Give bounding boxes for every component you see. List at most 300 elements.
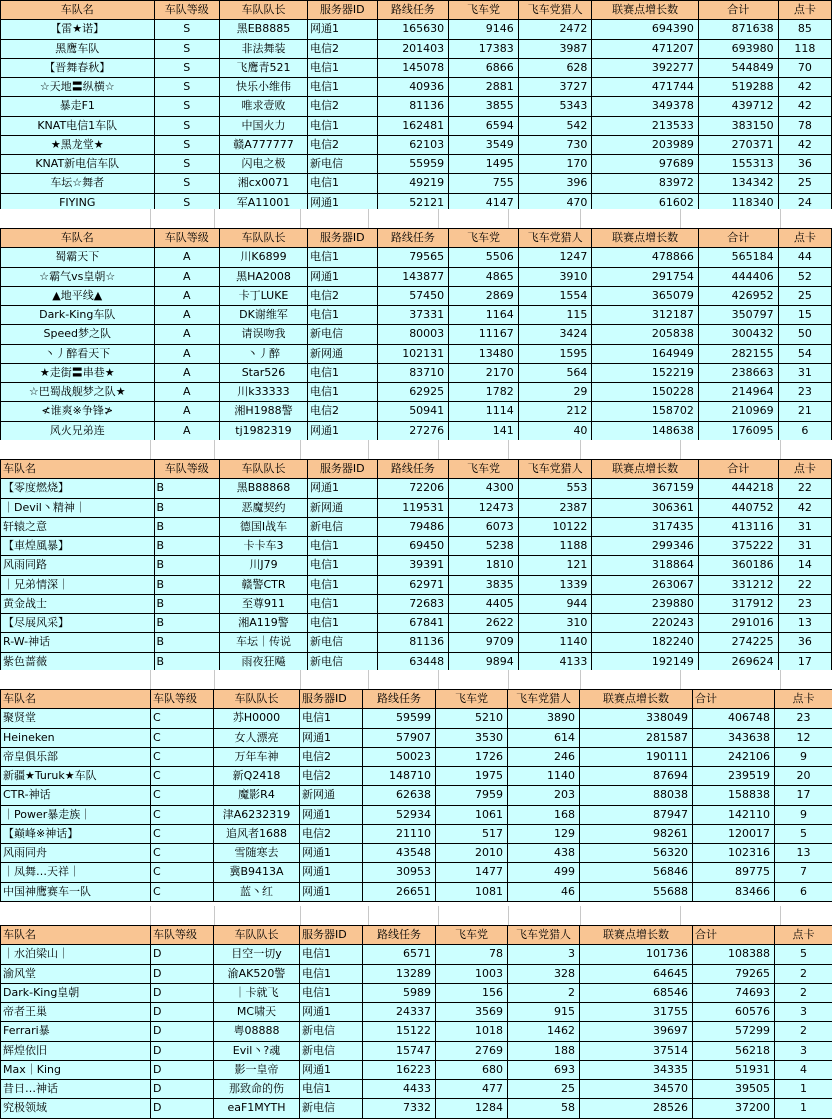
cell-point-card: 17 [778,652,831,671]
header-team-name: 车队名 [1,1,155,20]
cell-team-captain: MC啸天 [214,1003,300,1022]
cell-server-id: 电信1 [300,945,363,964]
section-s [0,0,832,213]
cell-gang-hunter: 470 [518,193,592,212]
cell-server-id: 电信1 [307,248,377,267]
cell-gang-hunter: 1247 [518,248,592,267]
table-row [1,824,832,843]
cell-gang-hunter: 246 [508,747,580,766]
grid-line [300,906,301,925]
cell-total: 56218 [693,1041,775,1060]
grid-line [438,670,439,689]
cell-team-grade: C [151,767,214,786]
cell-gang-hunter: 396 [518,174,592,193]
cell-route-tasks: 145078 [377,58,449,77]
header-server-id: 服务器ID [307,1,377,20]
cell-team-captain: 湘cx0071 [219,174,307,193]
header-team-captain: 车队队长 [219,229,307,248]
header-racer-gang: 飞车党 [436,926,508,945]
cell-server-id: 电信1 [307,575,377,594]
cell-team-grade: A [154,402,219,421]
cell-gang-hunter: 46 [508,882,580,901]
cell-point-card: 2 [775,983,832,1002]
cell-route-tasks: 62638 [363,786,436,805]
cell-total: 375222 [698,537,778,556]
cell-team-captain: ｜卡就飞 [214,983,300,1002]
table-row [1,1003,832,1022]
cell-gang-hunter: 553 [518,479,592,498]
cell-route-tasks: 50941 [377,402,449,421]
header-league-points: 联赛点增长数 [592,1,698,20]
cell-league-points: 164949 [592,344,698,363]
blank-row [0,440,832,459]
cell-point-card: 118 [778,39,831,58]
cell-team-captain: 影一皇帝 [214,1060,300,1079]
cell-gang-hunter: 121 [518,556,592,575]
ranking-table [0,228,832,441]
cell-route-tasks: 52121 [377,193,449,212]
cell-server-id: 电信1 [307,116,377,135]
cell-league-points: 182240 [592,633,698,652]
cell-league-points: 312187 [592,306,698,325]
cell-total: 383150 [698,116,778,135]
cell-total: 158838 [693,786,775,805]
cell-team-name: 【車煌風暴】 [1,537,155,556]
cell-team-grade: S [154,135,219,154]
cell-total: 239519 [693,767,775,786]
cell-team-name: Heineken [1,728,151,747]
cell-team-captain: 渝AK520警 [214,964,300,983]
table-row [1,267,832,286]
cell-point-card: 3 [775,1041,832,1060]
cell-team-captain: 快乐小维伟 [219,78,307,97]
cell-team-captain: 万年车神 [214,747,300,766]
ranking-table [0,689,832,902]
cell-point-card: 42 [778,135,831,154]
cell-team-grade: A [154,286,219,305]
cell-team-grade: A [154,344,219,363]
cell-team-captain: 蓝丶红 [214,882,300,901]
cell-racer-gang: 4147 [449,193,519,212]
cell-route-tasks: 5989 [363,983,436,1002]
cell-league-points: 87947 [580,805,693,824]
cell-point-card: 25 [778,174,831,193]
cell-league-points: 213533 [592,116,698,135]
cell-server-id: 网通1 [300,882,363,901]
cell-point-card: 36 [778,633,831,652]
table-row [1,1080,832,1099]
header-gang-hunter: 飞车党猎人 [518,229,592,248]
table-row [1,786,832,805]
cell-team-grade: C [151,805,214,824]
cell-racer-gang: 3569 [436,1003,508,1022]
cell-server-id: 电信2 [307,39,377,58]
header-route-tasks: 路线任务 [377,1,449,20]
cell-route-tasks: 72206 [377,479,449,498]
cell-server-id: 网通1 [300,805,363,824]
cell-route-tasks: 27276 [377,421,449,440]
cell-gang-hunter: 730 [518,135,592,154]
table-row [1,575,832,594]
header-league-points: 联赛点增长数 [592,460,698,479]
cell-racer-gang: 7959 [436,786,508,805]
cell-point-card: 25 [778,286,831,305]
header-total: 合计 [698,1,778,20]
cell-league-points: 694390 [592,20,698,39]
cell-point-card: 2 [775,964,832,983]
section-c [0,689,832,902]
table-row [1,97,832,116]
cell-gang-hunter: 542 [518,116,592,135]
grid-line [214,209,215,228]
cell-racer-gang: 13480 [449,344,519,363]
cell-point-card: 23 [775,709,832,728]
cell-racer-gang: 5210 [436,709,508,728]
cell-server-id: 网通1 [307,421,377,440]
cell-team-name: 车坛☆舞者 [1,174,155,193]
ranking-table [0,0,832,213]
cell-racer-gang: 4405 [449,594,519,613]
cell-server-id: 电信2 [307,402,377,421]
cell-team-captain: 魔影R4 [214,786,300,805]
cell-server-id: 电信1 [300,709,363,728]
cell-point-card: 1 [775,1099,832,1118]
cell-racer-gang: 1782 [449,383,519,402]
cell-total: 102316 [693,844,775,863]
table-row [1,498,832,517]
cell-league-points: 220243 [592,614,698,633]
cell-server-id: 电信1 [307,537,377,556]
cell-racer-gang: 1477 [436,863,508,882]
cell-point-card: 6 [778,421,831,440]
cell-league-points: 150228 [592,383,698,402]
cell-team-captain: 德国I战车 [219,517,307,536]
cell-team-name: 辉煌依旧 [1,1041,151,1060]
grid-line [438,209,439,228]
cell-team-name: R-W-神话 [1,633,155,652]
cell-total: 343638 [693,728,775,747]
cell-route-tasks: 21110 [363,824,436,843]
cell-route-tasks: 24337 [363,1003,436,1022]
table-row [1,614,832,633]
cell-point-card: 5 [775,945,832,964]
cell-route-tasks: 7332 [363,1099,436,1118]
grid-line [150,209,151,228]
cell-league-points: 83972 [592,174,698,193]
cell-total: 413116 [698,517,778,536]
cell-team-grade: A [154,306,219,325]
cell-server-id: 新电信 [300,1041,363,1060]
cell-team-name: 黑鹰车队 [1,39,155,58]
cell-server-id: 电信1 [307,58,377,77]
cell-team-grade: D [151,964,214,983]
cell-racer-gang: 11167 [449,325,519,344]
cell-gang-hunter: 564 [518,363,592,382]
table-row [1,78,832,97]
cell-point-card: 3 [775,1003,832,1022]
cell-racer-gang: 1495 [449,155,519,174]
cell-route-tasks: 102131 [377,344,449,363]
cell-point-card: 31 [778,537,831,556]
header-team-captain: 车队队长 [214,926,300,945]
cell-gang-hunter: 2472 [518,20,592,39]
cell-racer-gang: 141 [449,421,519,440]
header-total: 合计 [698,229,778,248]
cell-gang-hunter: 1595 [518,344,592,363]
cell-route-tasks: 62925 [377,383,449,402]
cell-server-id: 新电信 [307,517,377,536]
cell-total: 214964 [698,383,778,402]
cell-league-points: 281587 [580,728,693,747]
cell-team-captain: tj1982319 [219,421,307,440]
cell-route-tasks: 4433 [363,1080,436,1099]
cell-team-captain: 黑B88868 [219,479,307,498]
table-row [1,844,832,863]
header-team-grade: 车队等级 [151,690,214,709]
cell-team-name: ★走街〓串巷★ [1,363,155,382]
cell-racer-gang: 1284 [436,1099,508,1118]
cell-team-captain: 赣警CTR [219,575,307,594]
cell-total: 39505 [693,1080,775,1099]
cell-total: 291016 [698,614,778,633]
cell-league-points: 88038 [580,786,693,805]
header-league-points: 联赛点增长数 [592,229,698,248]
cell-route-tasks: 26651 [363,882,436,901]
cell-racer-gang: 5506 [449,248,519,267]
cell-route-tasks: 49219 [377,174,449,193]
cell-league-points: 64645 [580,964,693,983]
cell-gang-hunter: 2 [508,983,580,1002]
cell-server-id: 网通1 [300,728,363,747]
grid-line [580,670,581,689]
cell-league-points: 28526 [580,1099,693,1118]
cell-league-points: 39697 [580,1022,693,1041]
cell-team-name: ｜兄弟情深｜ [1,575,155,594]
header-gang-hunter: 飞车党猎人 [518,460,592,479]
table-row [1,1041,832,1060]
grid-line [508,440,509,459]
cell-league-points: 392277 [592,58,698,77]
cell-gang-hunter: 2387 [518,498,592,517]
table-row [1,306,832,325]
table-row [1,135,832,154]
cell-racer-gang: 5238 [449,537,519,556]
cell-route-tasks: 72683 [377,594,449,613]
cell-team-grade: S [154,97,219,116]
cell-total: 331212 [698,575,778,594]
cell-team-grade: C [151,882,214,901]
cell-team-grade: S [154,58,219,77]
table-row [1,344,832,363]
cell-league-points: 37514 [580,1041,693,1060]
cell-racer-gang: 6073 [449,517,519,536]
cell-point-card: 14 [778,556,831,575]
cell-racer-gang: 1975 [436,767,508,786]
cell-point-card: 21 [778,402,831,421]
cell-team-captain: 新Q2418 [214,767,300,786]
cell-point-card: 13 [778,614,831,633]
cell-team-captain: 目空一切y [214,945,300,964]
cell-total: 79265 [693,964,775,983]
cell-racer-gang: 1726 [436,747,508,766]
table-row [1,537,832,556]
grid-line [368,906,369,925]
cell-gang-hunter: 3890 [508,709,580,728]
cell-racer-gang: 3835 [449,575,519,594]
cell-team-captain: 黑EB8885 [219,20,307,39]
cell-team-captain: 唯求壹败 [219,97,307,116]
header-league-points: 联赛点增长数 [580,926,693,945]
header-league-points: 联赛点增长数 [580,690,693,709]
cell-gang-hunter: 915 [508,1003,580,1022]
cell-route-tasks: 16223 [363,1060,436,1079]
cell-racer-gang: 3530 [436,728,508,747]
cell-racer-gang: 3549 [449,135,519,154]
cell-racer-gang: 1003 [436,964,508,983]
cell-route-tasks: 83710 [377,363,449,382]
cell-point-card: 31 [778,517,831,536]
cell-league-points: 306361 [592,498,698,517]
grid-line [508,670,509,689]
grid-line [680,906,681,925]
cell-league-points: 158702 [592,402,698,421]
table-row [1,383,832,402]
cell-total: 406748 [693,709,775,728]
cell-racer-gang: 12473 [449,498,519,517]
table-row [1,805,832,824]
header-team-name: 车队名 [1,229,155,248]
cell-racer-gang: 755 [449,174,519,193]
table-row [1,479,832,498]
cell-gang-hunter: 212 [518,402,592,421]
cell-team-grade: C [151,863,214,882]
cell-gang-hunter: 438 [508,844,580,863]
cell-racer-gang: 2010 [436,844,508,863]
cell-team-grade: A [154,363,219,382]
cell-team-name: FIYING [1,193,155,212]
grid-line [214,906,215,925]
cell-point-card: 1 [775,1080,832,1099]
cell-total: 210969 [698,402,778,421]
cell-point-card: 85 [778,20,831,39]
table-row [1,709,832,728]
cell-team-captain: 追风者1688 [214,824,300,843]
cell-team-name: Speed梦之队 [1,325,155,344]
cell-point-card: 23 [778,383,831,402]
cell-team-grade: B [154,537,219,556]
cell-team-captain: DK谢维军 [219,306,307,325]
cell-server-id: 新网通 [300,786,363,805]
cell-gang-hunter: 10122 [518,517,592,536]
cell-route-tasks: 148710 [363,767,436,786]
cell-team-grade: D [151,945,214,964]
cell-league-points: 56320 [580,844,693,863]
cell-gang-hunter: 944 [518,594,592,613]
table-row [1,863,832,882]
cell-gang-hunter: 3910 [518,267,592,286]
cell-point-card: 12 [775,728,832,747]
cell-server-id: 网通1 [300,1060,363,1079]
cell-team-name: 新疆★Turuk★车队 [1,767,151,786]
cell-total: 269624 [698,652,778,671]
cell-racer-gang: 6866 [449,58,519,77]
cell-team-captain: 请误吻我 [219,325,307,344]
cell-league-points: 148638 [592,421,698,440]
cell-route-tasks: 13289 [363,964,436,983]
cell-team-grade: C [151,747,214,766]
header-team-grade: 车队等级 [154,229,219,248]
header-team-captain: 车队队长 [214,690,300,709]
cell-league-points: 299346 [592,537,698,556]
cell-route-tasks: 67841 [377,614,449,633]
cell-team-grade: B [154,575,219,594]
cell-team-captain: 那致命的伤 [214,1080,300,1099]
cell-route-tasks: 69450 [377,537,449,556]
table-row [1,747,832,766]
header-team-name: 车队名 [1,926,151,945]
cell-route-tasks: 143877 [377,267,449,286]
table-row [1,286,832,305]
table-row [1,116,832,135]
cell-route-tasks: 37331 [377,306,449,325]
cell-team-grade: A [154,248,219,267]
cell-team-name: 帝皇俱乐部 [1,747,151,766]
cell-server-id: 网通1 [307,479,377,498]
grid-line [300,670,301,689]
header-server-id: 服务器ID [300,690,363,709]
cell-total: 360186 [698,556,778,575]
cell-gang-hunter: 40 [518,421,592,440]
cell-racer-gang: 2881 [449,78,519,97]
header-team-grade: 车队等级 [151,926,214,945]
cell-team-name: ★黑龙堂★ [1,135,155,154]
cell-gang-hunter: 203 [508,786,580,805]
cell-server-id: 电信1 [307,556,377,575]
table-row [1,594,832,613]
cell-team-name: 【零度燃烧】 [1,479,155,498]
cell-league-points: 31755 [580,1003,693,1022]
cell-team-captain: 卡丁LUKE [219,286,307,305]
grid-line [780,209,781,228]
cell-gang-hunter: 188 [508,1041,580,1060]
cell-team-grade: S [154,155,219,174]
cell-league-points: 338049 [580,709,693,728]
cell-point-card: 9 [775,747,832,766]
cell-total: 317912 [698,594,778,613]
cell-total: 51931 [693,1060,775,1079]
cell-team-captain: 中国火力 [219,116,307,135]
grid-line [508,906,509,925]
cell-server-id: 电信2 [307,97,377,116]
cell-point-card: 42 [778,97,831,116]
cell-total: 350797 [698,306,778,325]
cell-total: 242106 [693,747,775,766]
cell-server-id: 网通1 [300,863,363,882]
cell-league-points: 317435 [592,517,698,536]
cell-total: 60576 [693,1003,775,1022]
cell-server-id: 电信2 [307,135,377,154]
cell-league-points: 97689 [592,155,698,174]
ranking-table [0,925,832,1119]
cell-racer-gang: 2170 [449,363,519,382]
cell-racer-gang: 6594 [449,116,519,135]
cell-team-grade: B [154,652,219,671]
cell-team-grade: C [151,786,214,805]
header-racer-gang: 飞车党 [449,229,519,248]
cell-racer-gang: 1810 [449,556,519,575]
cell-team-name: ｜凤舞…天祥｜ [1,863,151,882]
cell-server-id: 电信1 [307,78,377,97]
